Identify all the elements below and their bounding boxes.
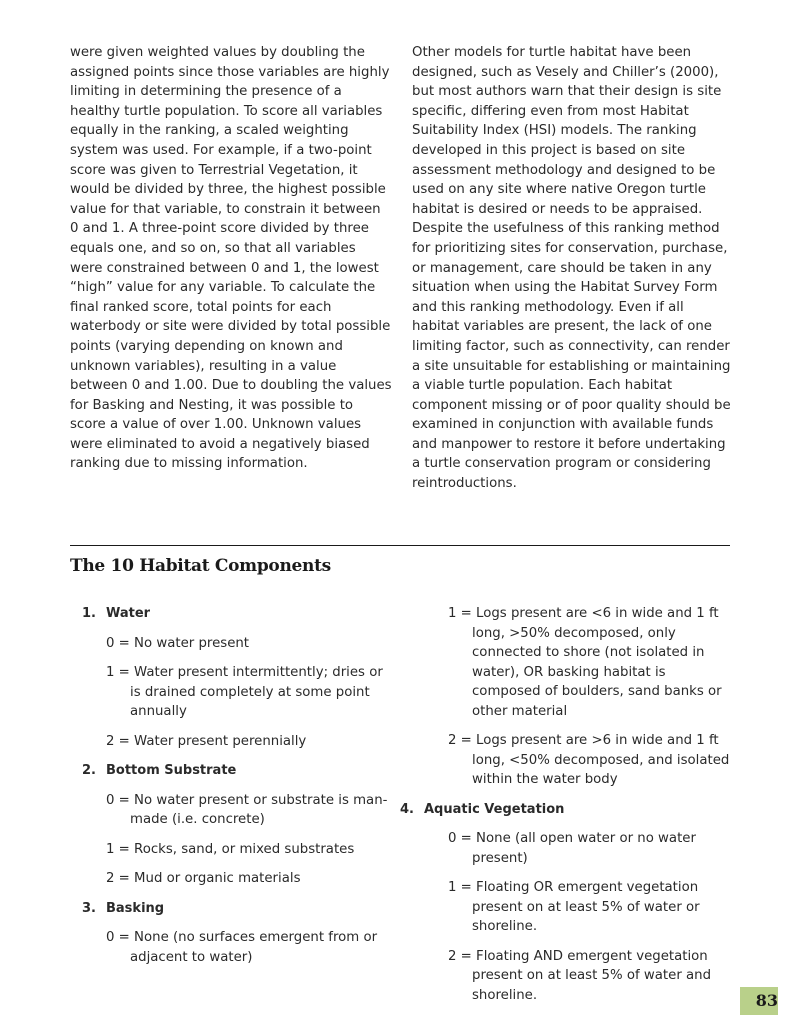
component-number: 4.	[400, 801, 414, 817]
component-heading-aquatic-vegetation	[400, 800, 734, 820]
option-water-0: 0 = No water present	[106, 635, 250, 651]
option-basking-2: 2 = Logs present are >6 in wide and 1 ft long, <50% decomposed, and isolated within the water body	[448, 733, 730, 787]
component-heading-water	[82, 604, 392, 624]
option-substrate-2: 2 = Mud or organic materials	[106, 871, 301, 886]
page-number: 83	[755, 991, 778, 1010]
component-list-right	[400, 604, 734, 1015]
component-heading-basking	[82, 899, 392, 919]
option-vegetation-1: 1 = Floating OR emergent vegetation present on at least 5% of water or shoreline.	[448, 880, 700, 934]
option-basking-0: 0 = None (no surfaces emergent from or adjacent to water)	[106, 930, 378, 965]
section-title: The 10 Habitat Components	[70, 556, 331, 576]
section-divider	[70, 545, 730, 546]
option-substrate-1: 1 = Rocks, sand, or mixed substrates	[106, 841, 355, 857]
option-water-1: 1 = Water present intermittently; dries or is drained completely at some point annually	[106, 665, 383, 719]
component-number: 2.	[82, 763, 96, 778]
component-heading-bottom-substrate	[82, 761, 392, 781]
component-name: Water	[106, 606, 151, 621]
body-paragraph-left: were given weighted values by doubling the assigned points since those variables are highly limiting in determining the presence of a healthy turtle population. To score all variables equally in the ranking, a scaled weighting system was used. For example, if a two-point score was given to Terrestrial Vegetation, it would be divided by three, the highest possible value for that variable, to constrain it between 0 and 1. A three-point score divided by three equals one, and so on, so that all variables were constrained between 0 and 1, the lowest “high” value for any variable. To calculate the final ranked score, total points for each waterbody or site were divided by total possible points (varying depending on known and unknown variables), resulting in a value between 0 and 1.00. Due to doubling the values for Basking and Nesting, it was possible to score a value of over 1.00. Unknown values were eliminated to avoid a negatively biased ranking due to missing information.	[70, 45, 392, 472]
option-basking-1: 1 = Logs present are <6 in wide and 1 ft long, >50% decomposed, only connected to shore (not isolated in water), OR basking habitat is composed of boulders, sand banks or other material	[448, 606, 722, 719]
component-list-left	[82, 604, 392, 977]
component-name: Aquatic Vegetation	[424, 801, 565, 817]
option-vegetation-2: 2 = Floating AND emergent vegetation present on at least 5% of water and shoreline.	[448, 948, 712, 1003]
component-name: Basking	[106, 900, 165, 916]
component-number: 3.	[82, 900, 96, 916]
option-vegetation-0: 0 = None (all open water or no water present)	[448, 831, 696, 866]
body-paragraph-right: Other models for turtle habitat have been designed, such as Vesely and Chiller’s (2000), but most authors warn that their design is site specific, differing even from most Habitat Suitability Index (HSI) models. The ranking developed in this project is based on site assessment methodology and designed to be used on any site where native Oregon turtle habitat is desired or needs to be appraised. Despite the usefulness of this ranking method for prioritizing sites for conservation, purchase, or management, care should be taken in any situation when using the Habitat Survey Form and this ranking methodology. Even if all habitat variables are present, the lack of one limiting factor, such as connectivity, can render a site unsuitable for establishing or maintaining a viable turtle population. Each habitat component missing or of poor quality should be examined in conjunction with available funds and manpower to restore it before undertaking a turtle conservation program or considering reintroductions.	[412, 45, 731, 492]
component-name: Bottom Substrate	[106, 763, 237, 778]
option-water-2: 2 = Water present perennially	[106, 733, 307, 749]
component-number: 1.	[82, 606, 96, 621]
option-substrate-0: 0 = No water present or substrate is man-made (i.e. concrete)	[106, 792, 388, 827]
